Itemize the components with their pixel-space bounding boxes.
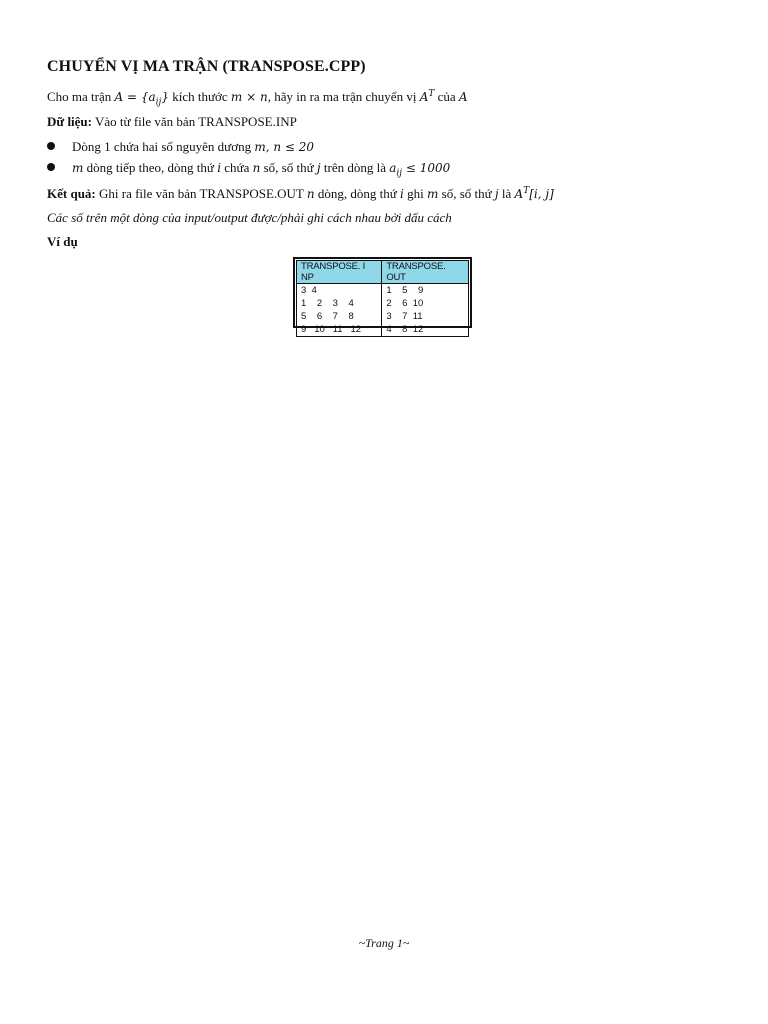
example-table-frame (293, 257, 472, 335)
statement-text: Cho ma trận (47, 89, 115, 104)
example-output-cell (382, 284, 469, 337)
math-text: m (427, 187, 439, 201)
input-spec (47, 114, 297, 130)
input-line: 9 10 11 12 (301, 324, 362, 335)
statement-text: của (434, 89, 459, 104)
left-ornament-icon: ~ (358, 936, 366, 950)
output-line: 3 7 11 (386, 311, 423, 322)
output-line: 2 6 10 (386, 298, 424, 309)
output-text: số, số thứ (438, 186, 495, 201)
math-text: j (316, 161, 321, 175)
input-label: Dữ liệu: (47, 114, 92, 129)
math-text: n (252, 161, 261, 175)
math-size: m × n (230, 90, 268, 104)
bullet-icon (47, 142, 55, 150)
math-superscript: T (523, 186, 530, 196)
problem-title: CHUYỂN VỊ MA TRẬN (TRANSPOSE.CPP) (47, 58, 366, 75)
output-line: 1 5 9 (386, 285, 424, 296)
math-text: A (514, 187, 524, 201)
example-header-row (297, 261, 469, 284)
bullet-item-1 (47, 139, 314, 155)
math-text: ≤ 1000 (402, 161, 451, 175)
example-table (296, 260, 469, 337)
output-text: Ghi ra file văn bản TRANSPOSE.OUT (95, 186, 307, 201)
math-text: A (419, 90, 429, 104)
math-transpose-index (515, 187, 554, 201)
math-subscript: ij (155, 97, 162, 108)
math-text: i (400, 187, 404, 201)
math-text: } (161, 90, 169, 104)
bullet-item-2 (47, 160, 450, 178)
bullet-text: chứa (221, 160, 253, 175)
math-text: i (217, 161, 222, 175)
output-line: 4 8 12 (386, 324, 424, 335)
math-text: A (458, 90, 468, 104)
math-text: a (389, 161, 397, 175)
page-footer (0, 936, 768, 951)
example-input-cell (297, 284, 382, 337)
output-text: dòng, dòng thứ (314, 186, 401, 201)
input-line: 5 6 7 8 (301, 311, 354, 322)
format-note: Các số trên một dòng của input/output được/phải ghi cách nhau bởi dấu cách (47, 210, 452, 225)
page-number: Trang 1 (365, 936, 403, 950)
math-text: A = {a (114, 90, 156, 104)
right-ornament-icon: ~ (402, 936, 410, 950)
input-line: 1 2 3 4 (301, 298, 354, 309)
math-text: m, n ≤ 20 (254, 140, 315, 154)
problem-statement (47, 89, 468, 107)
math-subscript: ij (396, 168, 403, 179)
output-label: Kết quả: (47, 186, 96, 201)
input-line: 3 4 (301, 285, 317, 296)
output-spec (47, 186, 554, 202)
math-text: j (494, 187, 499, 201)
statement-text: kích thước (168, 89, 231, 104)
bullet-text: Dòng 1 chứa hai số nguyên dương (72, 139, 255, 154)
math-transpose (420, 90, 435, 104)
math-matrix-a (114, 90, 169, 108)
math-aij (389, 161, 451, 179)
bullet-text: dòng tiếp theo, dòng thứ (83, 160, 218, 175)
output-file-header: TRANSPOSE. OUT (382, 261, 469, 284)
bullet-icon (47, 163, 55, 171)
output-text: là (498, 186, 515, 201)
input-text: Vào từ file văn bản TRANSPOSE.INP (92, 114, 297, 129)
statement-text: , hãy in ra ma trận chuyển vị (267, 89, 420, 104)
example-body-row (297, 284, 469, 337)
bullet-text: số, số thứ (260, 160, 317, 175)
math-superscript: T (428, 89, 435, 99)
input-file-header: TRANSPOSE. I NP (297, 261, 382, 284)
output-text: ghi (403, 186, 427, 201)
math-text: [i, j] (529, 187, 554, 201)
example-label: Ví dụ (47, 234, 78, 249)
math-text: n (306, 187, 315, 201)
bullet-text: trên dòng là (320, 160, 390, 175)
math-text: m (72, 161, 84, 175)
